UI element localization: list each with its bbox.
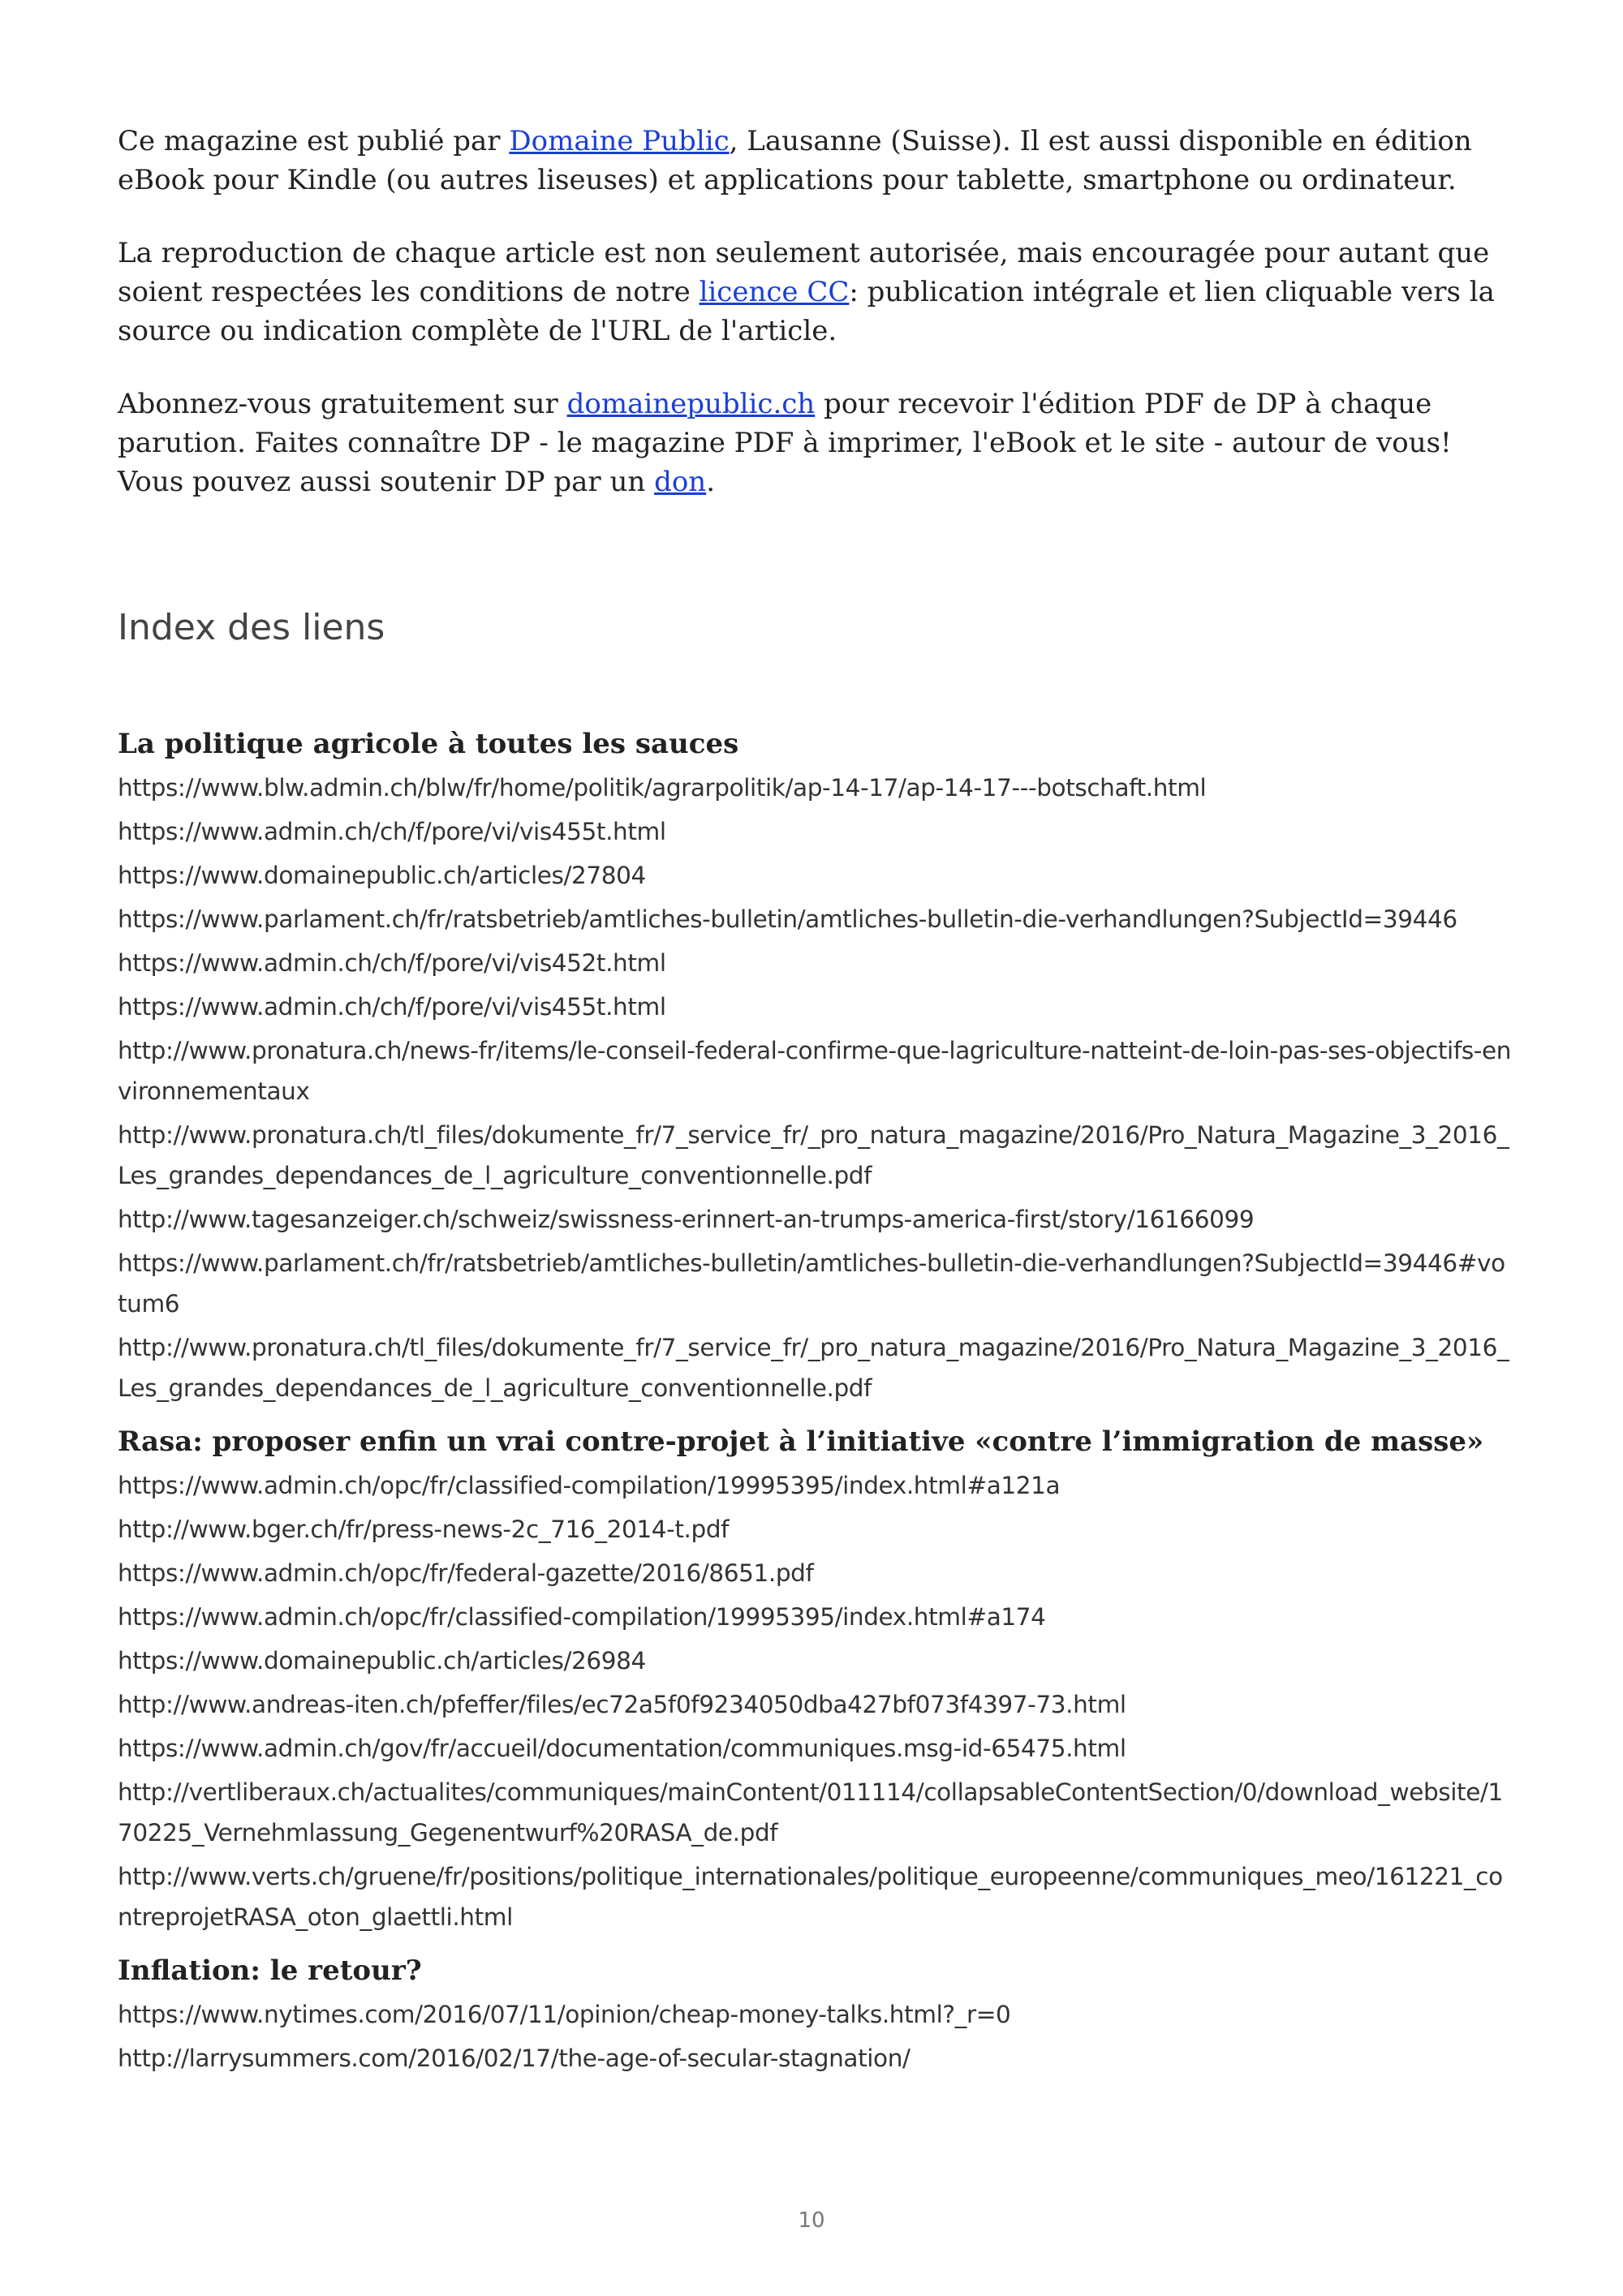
intro-paragraph-subscribe: Abonnez-vous gratuitement sur domainepublic.ch pour recevoir l'édition PDF de DP à chaque parution. Faites connaître DP - le magazine PDF à imprimer, l'eBook et le site - autour de vous! Vous pouvez aussi soutenir DP par un don. [118,388,1452,498]
link-url[interactable]: https://www.domainepublic.ch/articles/26984 [118,1647,646,1675]
section-title: La politique agricole à toutes les sauces [118,728,739,760]
intro-paragraph-license: La reproduction de chaque article est non seulement autorisée, mais encouragée pour autant que soient respectées les conditions de notre licence CC: publication intégrale et lien cliquable vers la source ou indication complète de l'URL de l'article. [118,237,1495,347]
link-url[interactable]: http://vertliberaux.ch/actualites/communiques/mainContent/011114/collapsableContentSection/0/download_website/170225_Vernehmlassung_Gegenentwurf%20RASA_de.pdf [118,1778,1503,1847]
link-url[interactable]: http://www.pronatura.ch/tl_files/dokumente_fr/7_service_fr/_pro_natura_magazine/2016/Pro_Natura_Magazine_3_2016_Les_grandes_dependances_de_l_agriculture_conventionnelle.pdf [118,1334,1509,1402]
link-list [118,767,1513,1408]
link-url[interactable]: http://www.tagesanzeiger.ch/schweiz/swissness-erinnert-an-trumps-america-first/story/16166099 [118,1206,1255,1233]
link-section [118,1952,1513,2079]
intro-block [118,122,1513,501]
link-url[interactable]: http://www.pronatura.ch/news-fr/items/le-conseil-federal-confirme-que-lagriculture-natteint-de-loin-pas-ses-objectifs-environnementaux [118,1037,1512,1105]
page-number: 10 [798,2208,825,2233]
link-url[interactable]: http://www.verts.ch/gruene/fr/positions/politique_internationales/politique_europeenne/communiques_meo/161221_contreprojetRASA_oton_glaettli.html [118,1863,1503,1931]
don-link[interactable]: don [654,466,707,498]
domaine-public-link[interactable]: Domaine Public [509,125,730,157]
link-url[interactable]: https://www.admin.ch/gov/fr/accueil/documentation/communiques.msg-id-65475.html [118,1735,1126,1762]
link-url[interactable]: https://www.admin.ch/ch/f/pore/vi/vis455t.html [118,993,666,1021]
link-list [118,1465,1513,1937]
link-url[interactable]: https://www.admin.ch/opc/fr/classified-compilation/19995395/index.html#a121a [118,1472,1061,1499]
link-url[interactable]: https://www.domainepublic.ch/articles/27804 [118,862,646,889]
link-url[interactable]: https://www.parlament.ch/fr/ratsbetrieb/amtliches-bulletin/amtliches-bulletin-die-verhandlungen?SubjectId=39446 [118,905,1457,933]
link-url[interactable]: https://www.nytimes.com/2016/07/11/opinion/cheap-money-talks.html?_r=0 [118,2001,1011,2028]
link-url[interactable]: http://larrysummers.com/2016/02/17/the-age-of-secular-stagnation/ [118,2044,911,2072]
link-section [118,725,1513,1408]
link-url[interactable]: http://www.andreas-iten.ch/pfeffer/files/ec72a5f0f9234050dba427bf073f4397-73.html [118,1691,1126,1718]
link-url[interactable]: http://www.pronatura.ch/tl_files/dokumente_fr/7_service_fr/_pro_natura_magazine/2016/Pro_Natura_Magazine_3_2016_Les_grandes_dependances_de_l_agriculture_conventionnelle.pdf [118,1121,1509,1189]
page-content [118,122,1513,2093]
link-url[interactable]: https://www.admin.ch/ch/f/pore/vi/vis452t.html [118,949,666,977]
section-title: Rasa: proposer enfin un vrai contre-projet à l’initiative «contre l’immigration de masse» [118,1425,1484,1458]
link-url[interactable]: https://www.admin.ch/ch/f/pore/vi/vis455t.html [118,818,666,845]
index-title: Index des liens [118,607,385,648]
link-index [118,725,1513,2079]
intro-paragraph-publisher: Ce magazine est publié par Domaine Public, Lausanne (Suisse). Il est aussi disponible en édition eBook pour Kindle (ou autres liseuses) et applications pour tablette, smartphone ou ordinateur. [118,125,1472,196]
link-url[interactable]: https://www.blw.admin.ch/blw/fr/home/politik/agrarpolitik/ap-14-17/ap-14-17---botschaft.html [118,774,1207,802]
link-list [118,1994,1513,2079]
link-url[interactable]: http://www.bger.ch/fr/press-news-2c_716_2014-t.pdf [118,1516,730,1543]
link-url[interactable]: https://www.parlament.ch/fr/ratsbetrieb/amtliches-bulletin/amtliches-bulletin-die-verhandlungen?SubjectId=39446#votum6 [118,1249,1505,1318]
licence-cc-link[interactable]: licence CC [699,276,850,308]
link-url[interactable]: https://www.admin.ch/opc/fr/federal-gazette/2016/8651.pdf [118,1559,814,1587]
domainepublic-link[interactable]: domainepublic.ch [566,388,816,420]
link-url[interactable]: https://www.admin.ch/opc/fr/classified-compilation/19995395/index.html#a174 [118,1603,1046,1631]
section-title: Inflation: le retour? [118,1954,422,1987]
link-section [118,1423,1513,1937]
